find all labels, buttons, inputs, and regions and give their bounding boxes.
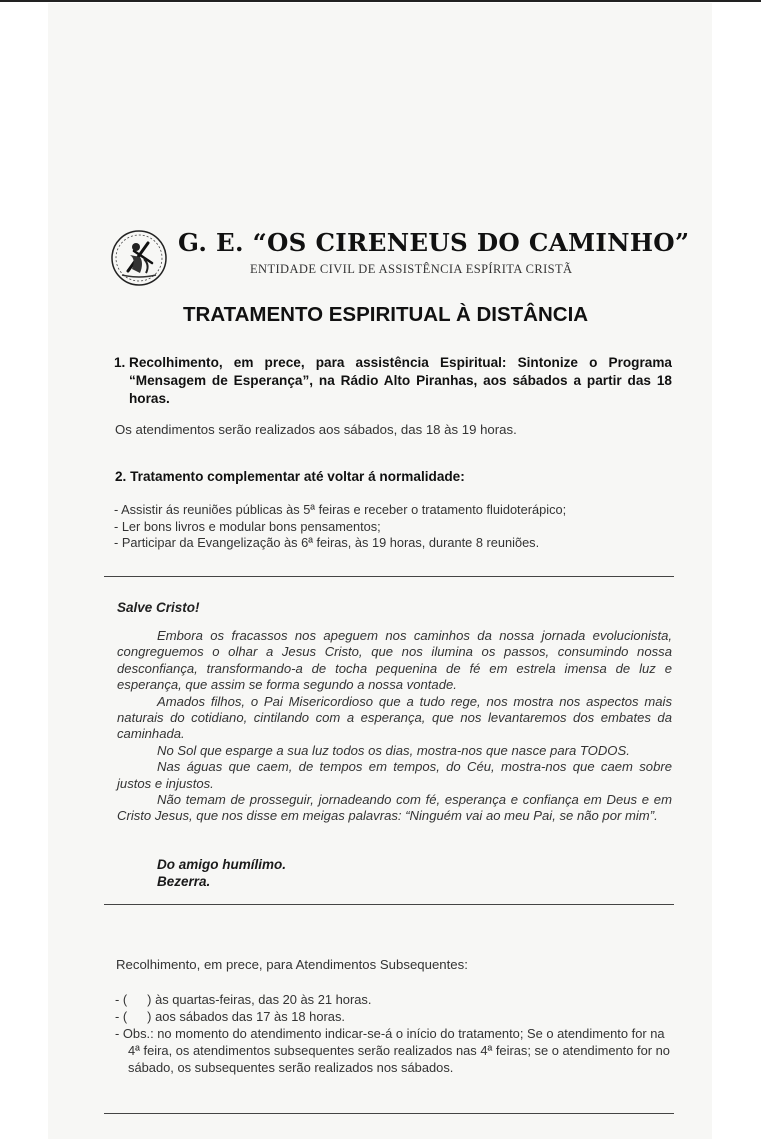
option-item bbox=[115, 991, 673, 1008]
option-item bbox=[115, 1008, 673, 1025]
subsequent-title: Recolhimento, em prece, para Atendimentos Subsequentes: bbox=[116, 957, 468, 972]
divider bbox=[104, 904, 674, 905]
message-signoff bbox=[157, 856, 286, 890]
attendance-note: Os atendimentos serão realizados aos sábados, das 18 às 19 horas. bbox=[115, 422, 517, 437]
message-paragraph: Embora os fracassos nos apeguem nos caminhos da nossa jornada evolucionista, congreguemos o olhar a Jesus Cristo, que nos ilumina os passos, consumindo nossa desconfiança, transformando-a de tocha pequenina de fé em estrela imensa de luz e esperança, que assim se forma segundo a nossa vontade. bbox=[117, 628, 672, 693]
top-border-line bbox=[0, 0, 761, 2]
list-item: - Participar da Evangelização às 6ª feiras, às 19 horas, durante 8 reuniões. bbox=[114, 535, 540, 550]
option-suffix: ) bbox=[147, 992, 152, 1007]
section-1-text: Recolhimento, em prece, para assistência Espiritual: Sintonize o Programa “Mensagem de Esperança”, na Rádio Alto Piranhas, aos sábados a partir das 18 horas. bbox=[129, 355, 672, 406]
divider bbox=[104, 1113, 674, 1114]
option-checkbox[interactable] bbox=[115, 992, 151, 1007]
option-prefix: - ( bbox=[115, 992, 128, 1007]
section-2-title: 2. Tratamento complementar até voltar á normalidade: bbox=[115, 469, 465, 484]
signoff-line: Do amigo humílimo. bbox=[157, 857, 287, 872]
subsequent-options-list bbox=[115, 991, 673, 1076]
section-1-number: 1. bbox=[114, 355, 126, 370]
message-body bbox=[117, 628, 672, 825]
option-prefix: - ( bbox=[115, 1009, 128, 1024]
organization-name: G. E. “OS CIRENEUS DO CAMINHO” bbox=[178, 228, 690, 257]
section-1 bbox=[114, 354, 672, 408]
message-paragraph: Nas águas que caem, de tempos em tempos, do Céu, mostra-nos que caem sobre justos e injustos. bbox=[117, 759, 672, 791]
section-2-list bbox=[114, 502, 566, 552]
option-checkbox[interactable] bbox=[115, 1009, 151, 1024]
message-greeting: Salve Cristo! bbox=[117, 600, 200, 615]
cireneus-emblem-icon bbox=[110, 229, 168, 287]
document-title: TRATAMENTO ESPIRITUAL À DISTÂNCIA bbox=[183, 303, 589, 326]
list-item: - Assistir ás reuniões públicas às 5ª feiras e receber o tratamento fluidoterápico; bbox=[114, 502, 567, 517]
signoff-signature: Bezerra. bbox=[157, 874, 211, 889]
message-paragraph: Não temam de prosseguir, jornadeando com fé, esperança e confiança em Deus e em Cristo Jesus, que nos disse em meigas palavras: “Ninguém vai ao meu Pai, se não por mim”. bbox=[117, 792, 672, 824]
option-label: aos sábados das 17 às 18 horas. bbox=[155, 1009, 345, 1024]
message-paragraph: Amados filhos, o Pai Misericordioso que a tudo rege, nos mostra nos aspectos mais naturais do cotidiano, cintilando com a esperança, que nos levantaremos dos embates da caminhada. bbox=[117, 693, 672, 742]
divider bbox=[104, 576, 674, 577]
organization-subtitle: ENTIDADE CIVIL DE ASSISTÊNCIA ESPÍRITA CRISTÃ bbox=[250, 262, 573, 276]
option-label: às quartas-feiras, das 20 às 21 horas. bbox=[155, 992, 372, 1007]
message-paragraph: No Sol que esparge a sua luz todos os dias, mostra-nos que nasce para TODOS. bbox=[157, 742, 630, 758]
list-item: - Ler bons livros e modular bons pensamentos; bbox=[114, 518, 381, 534]
option-suffix: ) bbox=[147, 1009, 152, 1024]
obs-note: - Obs.: no momento do atendimento indicar-se-á o início do tratamento; Se o atendimento for na 4ª feira, os atendimentos subsequentes serão realizados nas 4ª feiras; se o atendimento for no sábado, os subsequentes serão realizados nos sábados. bbox=[115, 1026, 670, 1075]
